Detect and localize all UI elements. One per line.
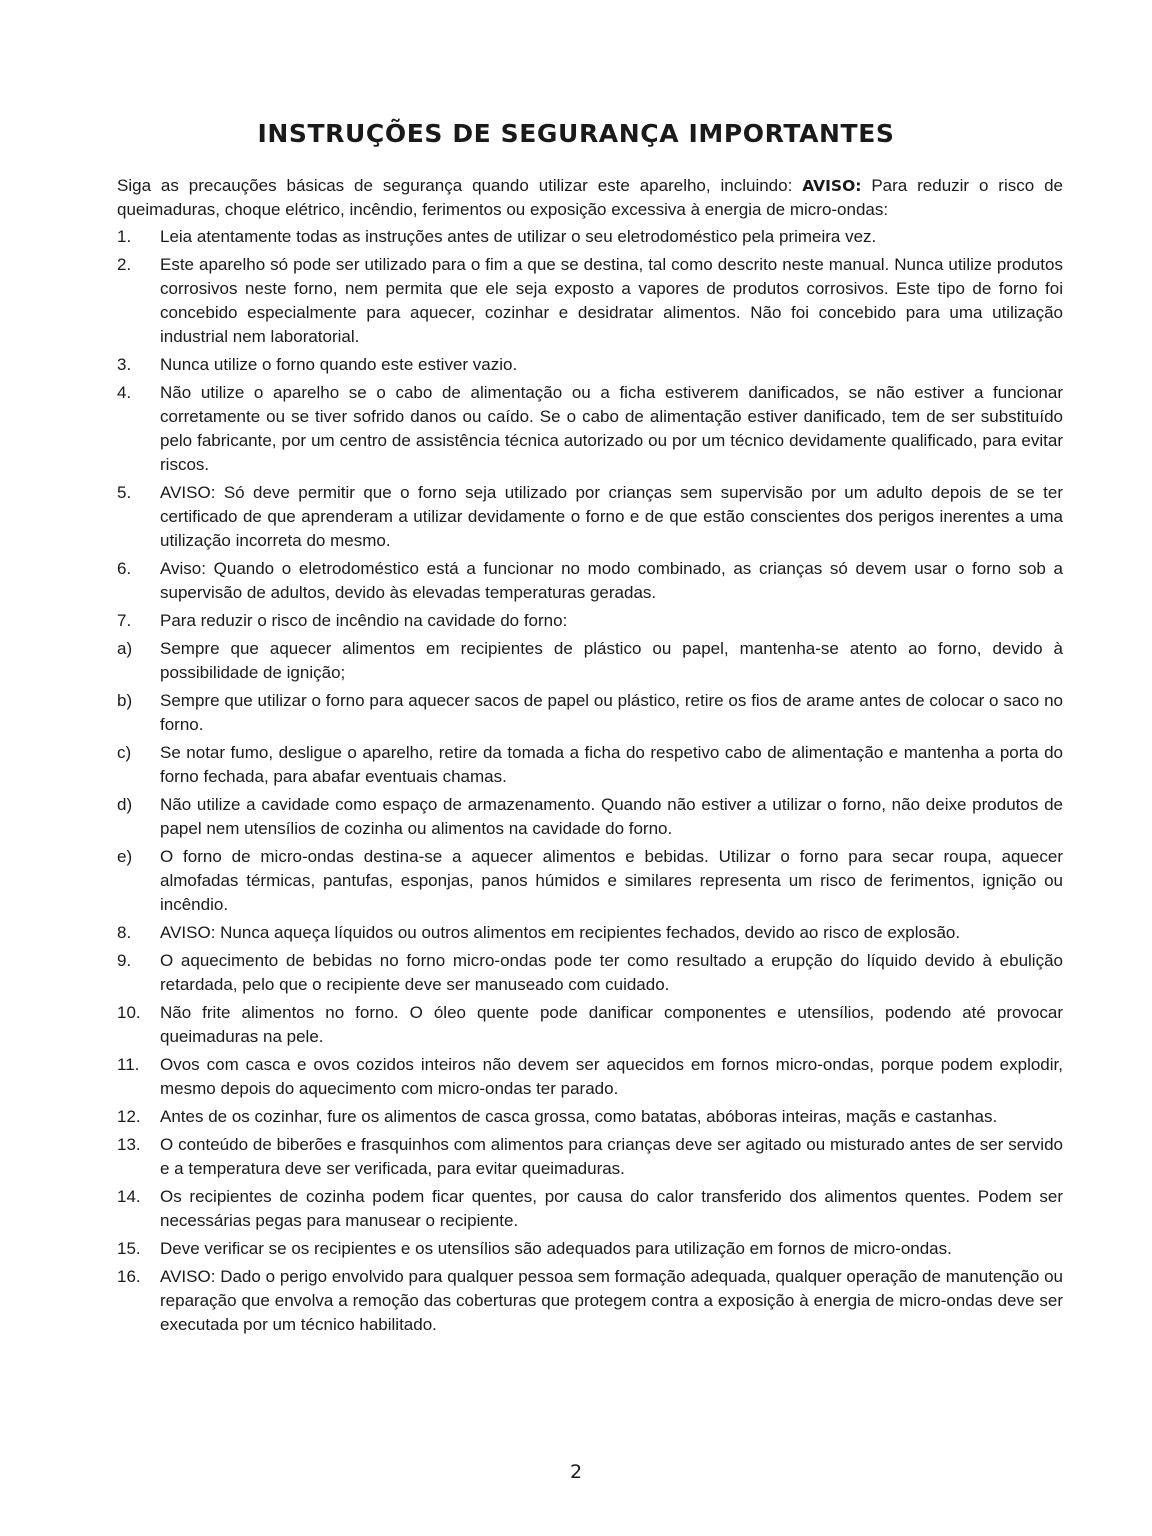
item-text: Não utilize a cavidade como espaço de armazenamento. Quando não estiver a utilizar o forno, não deixe produtos de papel nem utensílios de cozinha ou alimentos na cavidade do forno. — [160, 795, 1063, 838]
item-number: 12. — [117, 1107, 141, 1126]
list-item — [117, 609, 1063, 633]
item-text: Sempre que aquecer alimentos em recipientes de plástico ou papel, mantenha-se atento ao forno, devido à possibilidade de ignição; — [160, 639, 1063, 682]
item-number: c) — [117, 743, 132, 762]
item-number: 11. — [117, 1055, 140, 1074]
item-text: Aviso: Quando o eletrodoméstico está a funcionar no modo combinado, as crianças só devem usar o forno sob a supervisão de adultos, devido às elevadas temperaturas geradas. — [160, 559, 1063, 602]
item-number: 15. — [117, 1239, 141, 1258]
list-item — [117, 949, 1063, 997]
warning-label: AVISO: — [802, 177, 862, 195]
item-text: O conteúdo de biberões e frasquinhos com alimentos para crianças deve ser agitado ou misturado antes de ser servido e a temperatura deve ser verificada, para evitar queimaduras. — [160, 1135, 1063, 1178]
item-text: Não utilize o aparelho se o cabo de alimentação ou a ficha estiverem danificados, se não estiver a funcionar corretamente ou se tiver sofrido danos ou caído. Se o cabo de alimentação estiver danificado, tem de ser substituído pelo fabricante, por um centro de assistência técnica autorizado ou por um técnico devidamente qualificado, para evitar riscos. — [160, 383, 1063, 474]
item-number: b) — [117, 691, 133, 710]
list-item — [117, 921, 1063, 945]
item-number: 9. — [117, 951, 132, 970]
list-item — [117, 1133, 1063, 1181]
item-number: d) — [117, 795, 133, 814]
item-number: 5. — [117, 483, 132, 502]
item-number: 3. — [117, 355, 132, 374]
intro-paragraph — [117, 174, 1063, 222]
item-text: Leia atentamente todas as instruções antes de utilizar o seu eletrodoméstico pela primeira vez. — [160, 227, 877, 246]
page-title: INSTRUÇÕES DE SEGURANÇA IMPORTANTES — [257, 119, 895, 148]
item-text: Ovos com casca e ovos cozidos inteiros não devem ser aquecidos em fornos micro-ondas, porque podem explodir, mesmo depois do aquecimento com micro-ondas ter parado. — [160, 1055, 1063, 1098]
item-text: O aquecimento de bebidas no forno micro-ondas pode ter como resultado a erupção do líquido devido à ebulição retardada, pelo que o recipiente deve ser manuseado com cuidado. — [160, 951, 1063, 994]
intro-warning-text: Para reduzir o risco de queimaduras, choque elétrico, incêndio, ferimentos ou exposição excessiva à energia de micro-ondas: — [117, 176, 1063, 219]
list-item — [117, 845, 1063, 917]
item-number: 14. — [117, 1187, 141, 1206]
item-number: 16. — [117, 1267, 141, 1286]
list-item — [117, 557, 1063, 605]
list-item — [117, 689, 1063, 737]
list-item — [117, 1265, 1063, 1337]
list-item — [117, 253, 1063, 349]
list-item — [117, 637, 1063, 685]
item-text: Este aparelho só pode ser utilizado para o fim a que se destina, tal como descrito neste manual. Nunca utilize produtos corrosivos neste forno, nem permita que ele seja exposto a vapores de produtos corrosivos. Este tipo de forno foi concebido especialmente para aquecer, cozinhar e desidratar alimentos. Não foi concebido para uma utilização industrial nem laboratorial. — [160, 255, 1063, 346]
item-number: 7. — [117, 611, 132, 630]
list-item — [117, 353, 1063, 377]
item-text: AVISO: Nunca aqueça líquidos ou outros alimentos em recipientes fechados, devido ao risco de explosão. — [160, 923, 961, 942]
item-text: Antes de os cozinhar, fure os alimentos de casca grossa, como batatas, abóboras inteiras, maçãs e castanhas. — [160, 1107, 998, 1126]
item-text: Sempre que utilizar o forno para aquecer sacos de papel ou plástico, retire os fios de arame antes de colocar o saco no forno. — [160, 691, 1063, 734]
list-item — [117, 1105, 1063, 1129]
list-item — [117, 1237, 1063, 1261]
item-number: 8. — [117, 923, 132, 942]
list-item — [117, 225, 1063, 249]
list-item — [117, 481, 1063, 553]
list-item — [117, 741, 1063, 789]
item-number: 6. — [117, 559, 132, 578]
item-text: Deve verificar se os recipientes e os utensílios são adequados para utilização em fornos de micro-ondas. — [160, 1239, 952, 1258]
instruction-list — [117, 225, 1063, 1337]
item-text: O forno de micro-ondas destina-se a aquecer alimentos e bebidas. Utilizar o forno para secar roupa, aquecer almofadas térmicas, pantufas, esponjas, panos húmidos e similares representa um risco de ferimentos, ignição ou incêndio. — [160, 847, 1063, 914]
intro-text: Siga as precauções básicas de segurança quando utilizar este aparelho, incluindo: — [117, 176, 803, 195]
item-text: AVISO: Dado o perigo envolvido para qualquer pessoa sem formação adequada, qualquer operação de manutenção ou reparação que envolva a remoção das coberturas que protegem contra a exposição à energia de micro-ondas deve ser executada por um técnico habilitado. — [160, 1267, 1063, 1334]
safety-instructions — [117, 174, 1063, 1341]
list-item — [117, 1053, 1063, 1101]
list-item — [117, 793, 1063, 841]
item-number: 10. — [117, 1003, 141, 1022]
list-item — [117, 1001, 1063, 1049]
list-item — [117, 1185, 1063, 1233]
item-number: 1. — [117, 227, 132, 246]
item-number: 2. — [117, 255, 132, 274]
item-text: Os recipientes de cozinha podem ficar quentes, por causa do calor transferido dos alimentos quentes. Podem ser necessárias pegas para manusear o recipiente. — [160, 1187, 1063, 1230]
item-text: Não frite alimentos no forno. O óleo quente pode danificar componentes e utensílios, podendo até provocar queimaduras na pele. — [160, 1003, 1063, 1046]
item-number: a) — [117, 639, 133, 658]
page-number: 2 — [569, 1461, 583, 1483]
item-number: e) — [117, 847, 133, 866]
item-text: AVISO: Só deve permitir que o forno seja utilizado por crianças sem supervisão por um adulto depois de se ter certificado de que aprenderam a utilizar devidamente o forno e de que estão conscientes dos perigos inerentes a uma utilização incorreta do mesmo. — [160, 483, 1063, 550]
item-text: Nunca utilize o forno quando este estiver vazio. — [160, 355, 518, 374]
item-text: Se notar fumo, desligue o aparelho, retire da tomada a ficha do respetivo cabo de alimentação e mantenha a porta do forno fechada, para abafar eventuais chamas. — [160, 743, 1063, 786]
item-number: 13. — [117, 1135, 141, 1154]
item-text: Para reduzir o risco de incêndio na cavidade do forno: — [160, 611, 568, 630]
item-number: 4. — [117, 383, 132, 402]
list-item — [117, 381, 1063, 477]
